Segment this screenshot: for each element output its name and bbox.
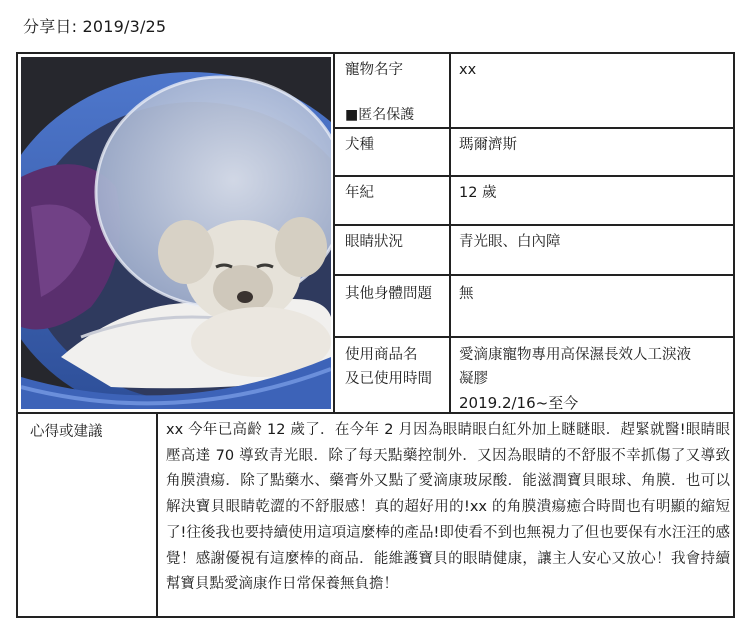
- row-divider-notes: [18, 412, 735, 414]
- age-value: 12 歲: [459, 185, 497, 201]
- share-date: 分享日: 2019/3/25: [23, 17, 167, 36]
- breed-value: 瑪爾濟斯: [459, 137, 517, 153]
- anonymous-protection-note: ■匿名保護: [345, 107, 415, 123]
- notes-text: xx 今年已高齡 12 歲了．在今年 2 月因為眼睛眼白紅外加上瞇瞇眼．趕緊就醫!眼睛眼壓高達 70 導致青光眼．除了每天點藥控制外．又因為眼睛的不舒服不幸抓傷了又導致角膜潰瘍．除了點藥水、藥膏外又點了愛滴康玻尿酸．能滋潤寶貝眼球、角膜．也可以解決寶貝眼睛乾澀的不舒服感！真的超好用的!xx 的角膜潰瘍癒合時間也有明顯的縮短了!往後我也要持續使用這項這麼棒的產品!即使看不到也無視力了但也要保有水汪汪的感覺！感謝優視有這麼棒的商品．能維護寶貝的眼睛健康，讓主人安心又放心！我會持續幫寶貝點愛滴康作日常保養無負擔！: [166, 422, 730, 593]
- pet-record-table: [16, 52, 735, 618]
- product-value-line2: 凝膠: [459, 371, 488, 387]
- notes-label: 心得或建議: [30, 424, 103, 440]
- dog-photo-icon: [21, 57, 331, 409]
- column-divider-value: [449, 54, 451, 414]
- row-divider-4: [333, 274, 735, 276]
- product-usage-period: 2019.2/16~至今: [459, 394, 579, 412]
- column-divider-photo: [333, 54, 335, 414]
- row-divider-5: [333, 336, 735, 338]
- row-divider-3: [333, 224, 735, 226]
- eye-condition-value: 青光眼、白內障: [459, 234, 561, 250]
- product-label-line1: 使用商品名: [345, 347, 418, 363]
- row-divider-1: [333, 127, 735, 129]
- other-problems-label: 其他身體問題: [345, 286, 432, 302]
- dog-photo-illustration: [21, 57, 331, 409]
- row-divider-2: [333, 175, 735, 177]
- product-value-line1: 愛滴康寵物專用高保濕長效人工淚液: [459, 347, 691, 363]
- other-problems-value: 無: [459, 286, 474, 302]
- pet-name-value: xx: [459, 62, 477, 78]
- pet-name-label: 寵物名字: [345, 62, 403, 78]
- age-label: 年紀: [345, 185, 374, 201]
- product-label-line2: 及已使用時間: [345, 371, 432, 387]
- eye-condition-label: 眼睛狀況: [345, 234, 403, 250]
- column-divider-notes: [156, 412, 158, 618]
- breed-label: 犬種: [345, 137, 374, 153]
